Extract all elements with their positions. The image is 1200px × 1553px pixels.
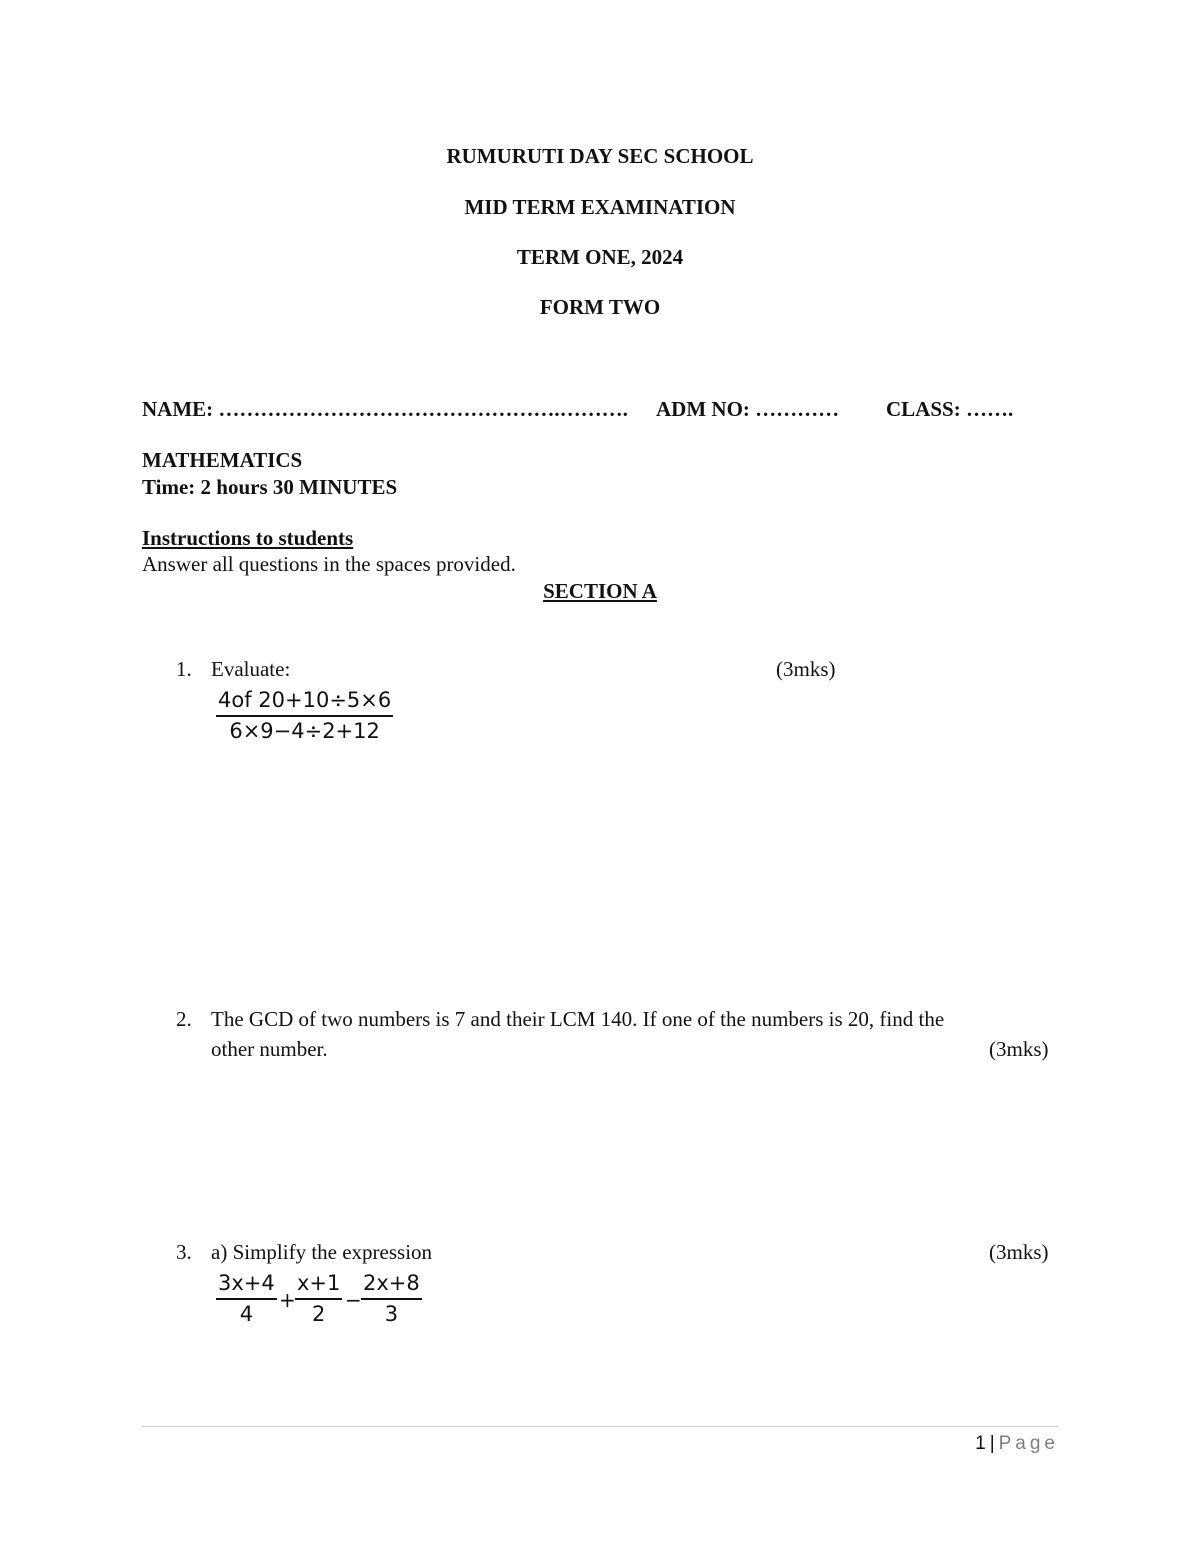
question-marks: (3mks) (989, 1240, 1049, 1264)
exam-form: FORM TWO (539, 295, 661, 319)
question-text-continued: other number. (211, 1037, 328, 1061)
adm-no-field: ADM NO: ………… (656, 397, 840, 421)
footer-separator: | (989, 1433, 995, 1454)
school-name: RUMURUTI DAY SEC SCHOOL (446, 144, 754, 168)
fraction-denominator: 2 (312, 1302, 326, 1327)
footer-divider (142, 1426, 1058, 1427)
exam-title: MID TERM EXAMINATION (464, 195, 736, 219)
instructions-text: Answer all questions in the spaces provided. (142, 552, 516, 576)
exam-term: TERM ONE, 2024 (516, 245, 684, 269)
fraction-numerator: x+1 (295, 1271, 342, 1300)
class-field: CLASS: ……. (886, 397, 1014, 421)
fraction-numerator: 4of 20+10÷5×6 (216, 688, 393, 717)
q1-fraction (216, 688, 393, 744)
name-field: NAME: ………………………………………….………. (142, 397, 628, 421)
question-number: 1. (176, 657, 192, 681)
instructions-heading: Instructions to students (142, 526, 354, 550)
fraction-denominator: 4 (239, 1302, 254, 1327)
question-number: 2. (176, 1007, 192, 1031)
fraction-denominator: 6×9−4÷2+12 (229, 719, 380, 744)
fraction-numerator: 2x+8 (361, 1271, 422, 1300)
fraction-denominator: 3 (384, 1302, 399, 1327)
subject-title: MATHEMATICS (142, 448, 303, 472)
question-text: Evaluate: (211, 657, 291, 681)
section-title: SECTION A (543, 579, 657, 603)
question-text: a) Simplify the expression (211, 1240, 433, 1264)
page-number: 1 (975, 1433, 986, 1454)
q3-fraction-3 (361, 1271, 422, 1327)
q3-fraction-1 (216, 1271, 277, 1327)
exam-time: Time: 2 hours 30 MINUTES (142, 475, 398, 499)
question-number: 3. (176, 1240, 192, 1264)
minus-operator: − (345, 1288, 362, 1312)
page-footer (975, 1433, 1059, 1455)
question-text: The GCD of two numbers is 7 and their LCM 140. If one of the numbers is 20, find the (211, 1007, 945, 1031)
question-marks: (3mks) (776, 657, 836, 681)
page-label: Page (998, 1433, 1059, 1454)
q3-fraction-2 (295, 1271, 342, 1327)
plus-operator: + (279, 1288, 296, 1312)
fraction-numerator: 3x+4 (216, 1271, 277, 1300)
question-marks: (3mks) (989, 1037, 1049, 1061)
